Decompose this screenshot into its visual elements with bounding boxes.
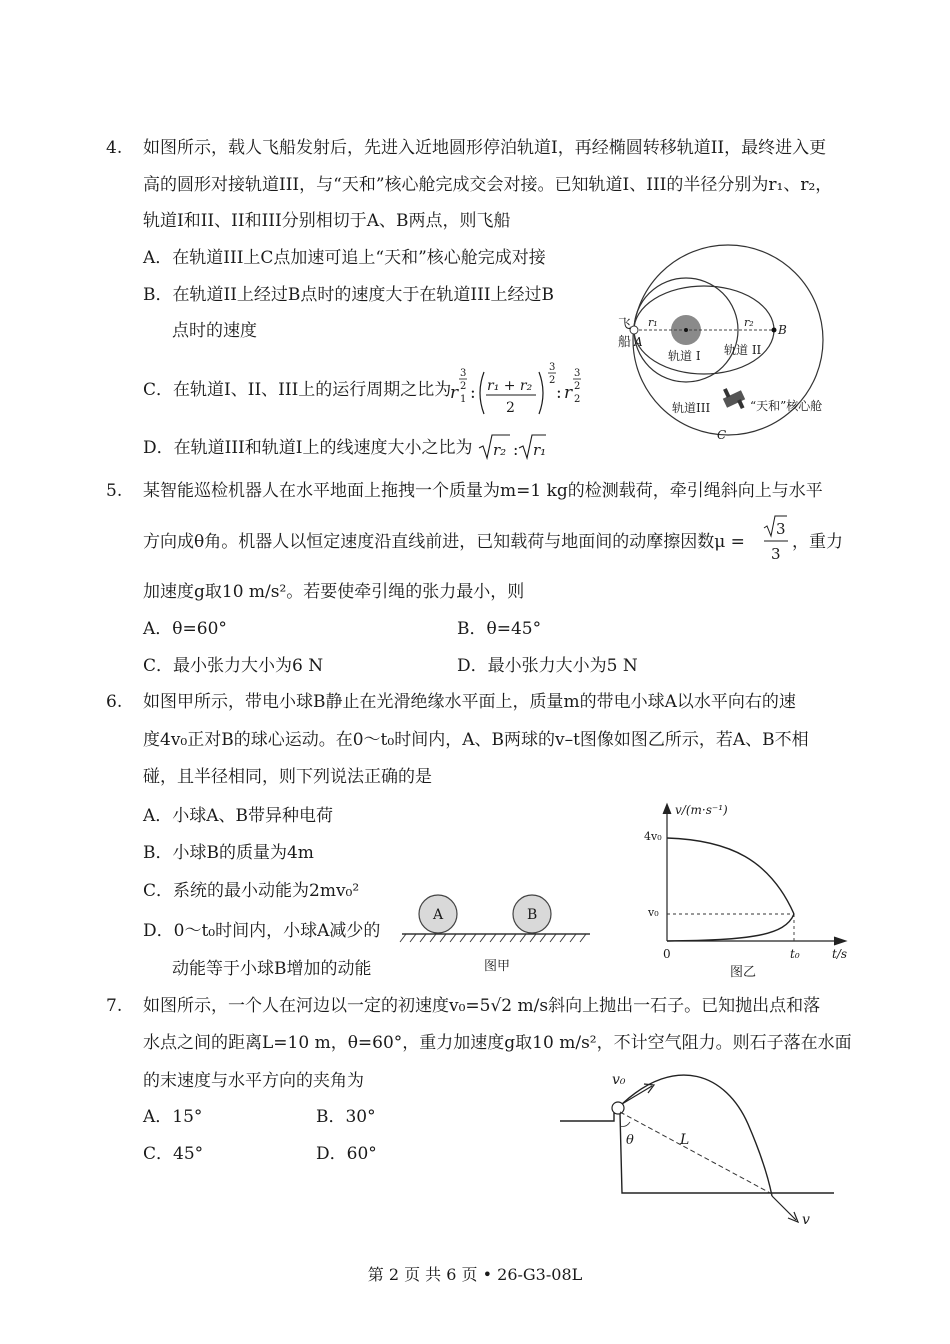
formula-exp2-den: 2 bbox=[549, 375, 556, 386]
q7-stem-line-1: 如图所示，一个人在河边以一定的初速度v₀=5√2 m/s斜向上抛出一石子。已知抛出点和落 bbox=[143, 996, 821, 1016]
ship-label-1: 飞 bbox=[618, 317, 632, 332]
q6-stem-line-3: 碰，且半径相同，则下列说法正确的是 bbox=[143, 767, 432, 787]
q7-option-a: A．15° bbox=[143, 1107, 203, 1127]
q6-option-b: B．小球B的质量为4m bbox=[143, 843, 314, 863]
q4-option-c-formula bbox=[448, 358, 588, 420]
svg-text::: : bbox=[513, 440, 519, 459]
q5-number: 5. bbox=[106, 481, 123, 501]
q4-option-a: A．在轨道III上C点加速可追上“天和”核心舱完成对接 bbox=[143, 248, 546, 268]
formula-frac-num: r₁ + r₂ bbox=[487, 378, 533, 394]
orbit-figure bbox=[590, 236, 870, 446]
fig-a-balls bbox=[398, 888, 598, 978]
point-b-marker bbox=[772, 328, 777, 333]
q7-stem-line-3: 的末速度与水平方向的夹角为 bbox=[143, 1071, 364, 1091]
q5-stem-line-2-end: ，重力 bbox=[792, 532, 843, 552]
mu-den: 3 bbox=[771, 545, 781, 563]
d-formula-right: r₁ bbox=[533, 441, 546, 459]
formula-exp3-num: 3 bbox=[574, 368, 581, 379]
tianhe-module bbox=[723, 388, 745, 409]
x-tick-t0: t₀ bbox=[790, 947, 800, 961]
curve-b bbox=[667, 914, 794, 941]
distance-L bbox=[620, 1112, 772, 1194]
label-r2: r₂ bbox=[744, 316, 754, 329]
ship-label-2: 船 bbox=[618, 335, 632, 350]
y-tick-4v0: 4v₀ bbox=[644, 830, 662, 843]
q5-stem-line-2: 方向成θ角。机器人以恒定速度沿直线前进，已知载荷与地面间的动摩擦因数μ = bbox=[143, 532, 745, 552]
q5-option-c: C．最小张力大小为6 N bbox=[143, 656, 324, 676]
formula-exp2-num: 3 bbox=[549, 362, 556, 373]
label-orbit-iii: 轨道III bbox=[672, 401, 711, 415]
label-r1: r₁ bbox=[648, 316, 658, 329]
q7-option-c: C．45° bbox=[143, 1144, 204, 1164]
label-orbit-ii: 轨道 II bbox=[724, 343, 762, 357]
q4-option-b: B．在轨道II上经过B点时的速度大于在轨道III上经过B bbox=[143, 285, 555, 305]
bank-and-water bbox=[560, 1113, 834, 1193]
label-v: v bbox=[802, 1212, 810, 1228]
q4-option-c: C．在轨道I、II、III上的运行周期之比为 bbox=[143, 380, 452, 400]
q7-option-d: D．60° bbox=[316, 1144, 377, 1164]
q5-stem-line-1: 某智能巡检机器人在水平地面上拖拽一个质量为m=1 kg的检测载荷，牵引绳斜向上与水平 bbox=[143, 481, 823, 501]
x-axis-label: t/s bbox=[832, 947, 848, 961]
point-a-marker bbox=[630, 326, 638, 334]
q5-option-a: A．θ=60° bbox=[143, 619, 227, 639]
origin-label: 0 bbox=[663, 947, 671, 961]
q4-stem-line-2: 高的圆形对接轨道III，与“天和”核心舱完成交会对接。已知轨道I、III的半径分别为r₁、r₂， bbox=[143, 175, 833, 195]
page-footer: 第 2 页 共 6 页 • 26-G3-08L bbox=[367, 1265, 583, 1284]
d-formula-left: r₂ bbox=[493, 441, 507, 459]
label-c: C bbox=[717, 428, 727, 442]
q4-option-b-cont: 点时的速度 bbox=[172, 321, 257, 341]
y-tick-v0: v₀ bbox=[648, 906, 659, 919]
q6-option-a: A．小球A、B带异种电荷 bbox=[143, 806, 334, 826]
formula-r2: r bbox=[564, 383, 573, 403]
label-tianhe: “天和”核心舱 bbox=[750, 399, 823, 413]
formula-r2-sub: 2 bbox=[574, 394, 581, 405]
q6-option-c: C．系统的最小动能为2mv₀² bbox=[143, 881, 360, 901]
ball-b-label: B bbox=[527, 907, 538, 923]
mu-num: 3 bbox=[776, 520, 786, 538]
q7-number: 7. bbox=[106, 996, 123, 1016]
ball-a-label: A bbox=[433, 907, 444, 923]
y-axis-label: v/(m·s⁻¹) bbox=[675, 803, 728, 817]
label-a: A bbox=[634, 335, 643, 349]
q4-stem-line-3: 轨道I和II、II和III分别相切于A、B两点，则飞船 bbox=[143, 211, 511, 231]
v-arrow bbox=[772, 1196, 796, 1220]
trajectory bbox=[622, 1075, 772, 1196]
q4-option-d: D．在轨道III和轨道I上的线速度大小之比为 bbox=[143, 438, 473, 458]
label-v0: v₀ bbox=[612, 1072, 626, 1088]
projectile-figure bbox=[556, 1064, 841, 1232]
svg-text::: : bbox=[470, 383, 476, 403]
q4-option-d-formula bbox=[478, 430, 546, 464]
label-b: B bbox=[778, 323, 787, 337]
q5-stem-line-3: 加速度g取10 m/s²。若要使牵引绳的张力最小，则 bbox=[143, 582, 525, 602]
formula-frac-den: 2 bbox=[506, 400, 515, 416]
formula-exp1-den: 2 bbox=[460, 381, 467, 392]
q5-option-d: D．最小张力大小为5 N bbox=[457, 656, 638, 676]
v0-arrow bbox=[622, 1086, 652, 1104]
q4-stem-line-1: 如图所示，载人飞船发射后，先进入近地圆形停泊轨道I，再经椭圆转移轨道II，最终进入更 bbox=[143, 138, 827, 158]
q4-number: 4. bbox=[106, 138, 123, 158]
formula-exp3-den: 2 bbox=[574, 381, 581, 392]
q6-option-d: D．0～t₀时间内，小球A减少的 bbox=[143, 921, 381, 941]
formula-r1-sub: 1 bbox=[460, 394, 467, 405]
fig-b-caption: 图乙 bbox=[730, 965, 757, 980]
q7-option-b: B．30° bbox=[316, 1107, 376, 1127]
fig-b-vt-graph bbox=[640, 800, 860, 980]
formula-exp1-num: 3 bbox=[460, 368, 467, 379]
fig-a-caption: 图甲 bbox=[484, 959, 511, 974]
q6-stem-line-1: 如图甲所示，带电小球B静止在光滑绝缘水平面上，质量m的带电小球A以水平向右的速 bbox=[143, 692, 796, 712]
q7-stem-line-2: 水点之间的距离L=10 m，θ=60°，重力加速度g取10 m/s²，不计空气阻力。则石子落在水面 bbox=[143, 1033, 852, 1053]
q6-option-d-cont: 动能等于小球B增加的动能 bbox=[172, 959, 372, 979]
curve-a bbox=[667, 838, 794, 914]
q6-stem-line-2: 度4v₀正对B的球心运动。在0～t₀时间内，A、B两球的v–t图像如图乙所示，若A、B不相 bbox=[143, 730, 809, 750]
formula-r1: r bbox=[450, 383, 459, 403]
label-L: L bbox=[680, 1132, 690, 1148]
label-orbit-i: 轨道 I bbox=[668, 349, 701, 363]
q5-option-b: B．θ=45° bbox=[457, 619, 542, 639]
q5-mu-fraction bbox=[762, 514, 790, 566]
label-theta: θ bbox=[626, 1133, 634, 1148]
q6-number: 6. bbox=[106, 692, 123, 712]
svg-text::: : bbox=[556, 383, 562, 403]
